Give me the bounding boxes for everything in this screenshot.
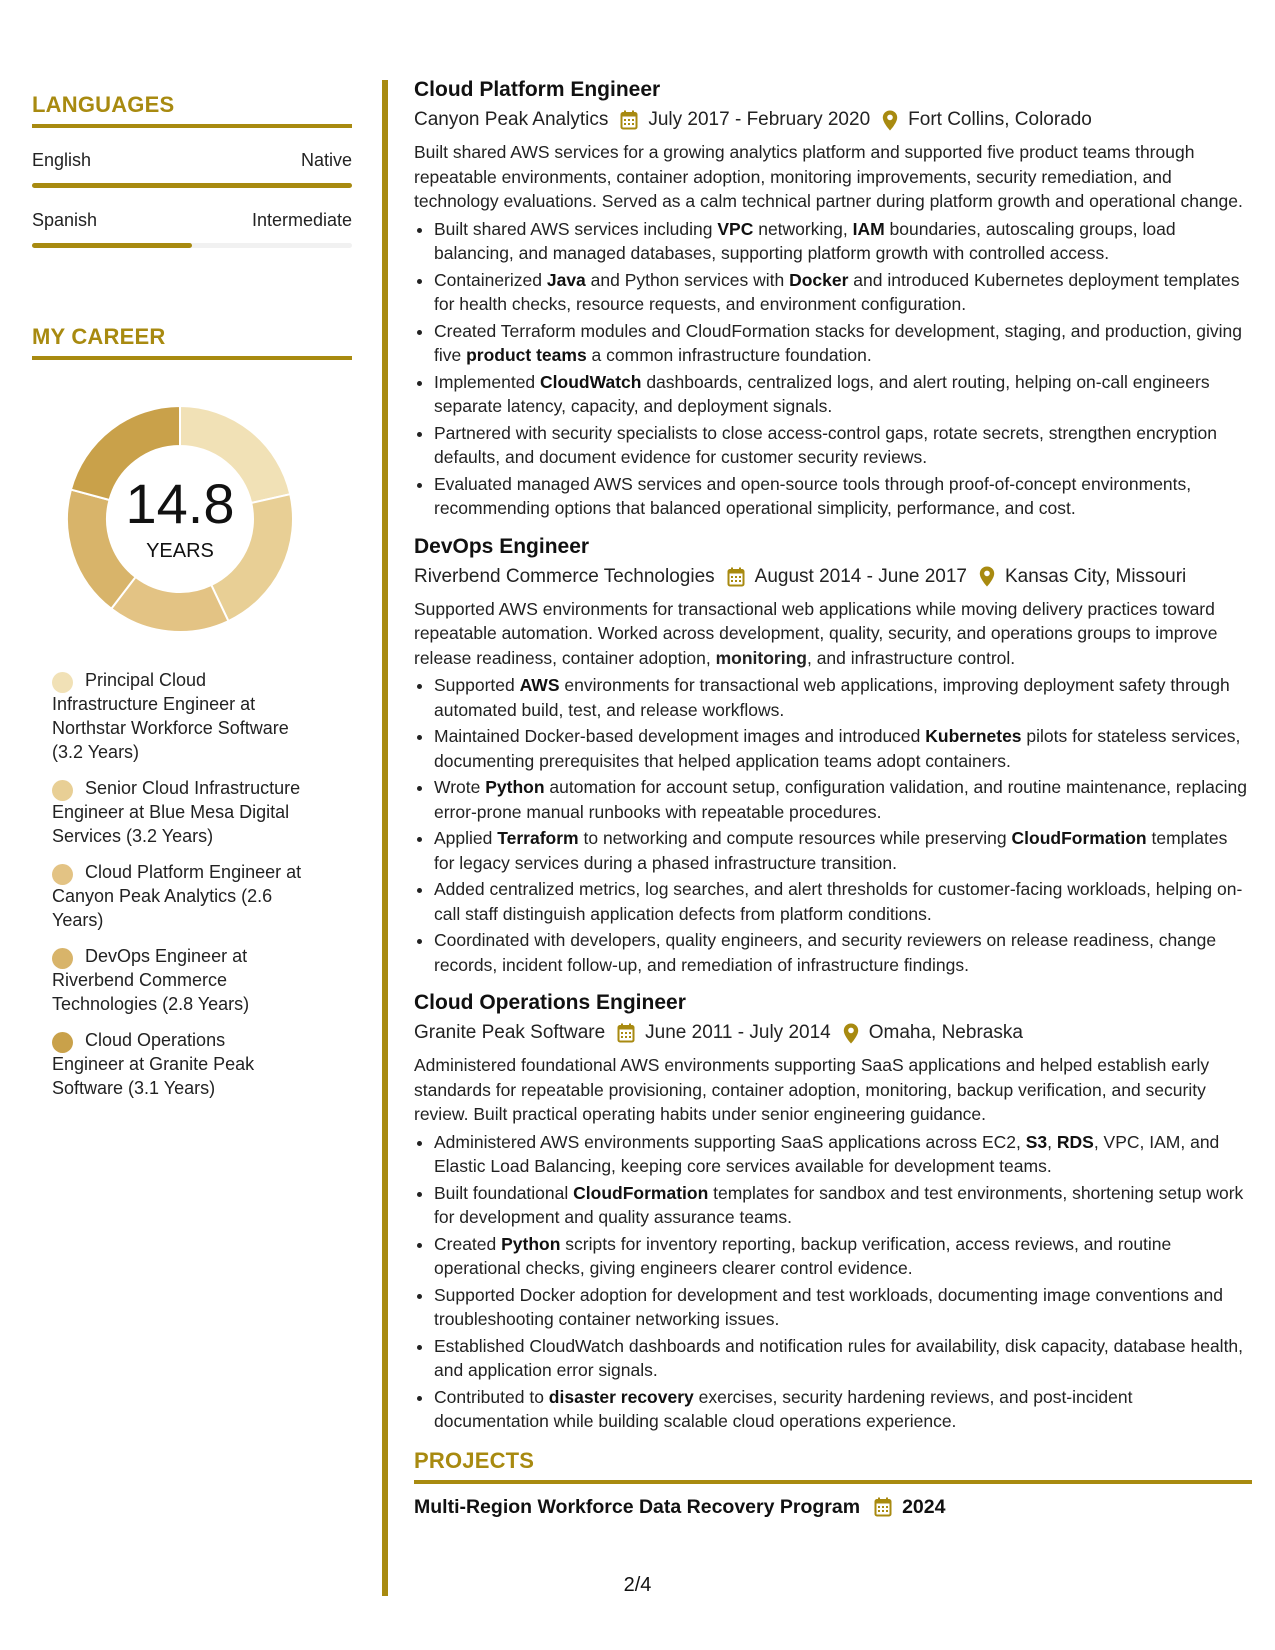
job-location: Fort Collins, Colorado [908,109,1092,130]
career-legend-item [52,944,302,1016]
language-item [32,150,352,188]
language-level: Native [300,150,352,170]
job-entry [414,991,1252,1434]
language-name: Spanish [32,210,98,230]
language-proficiency-fill [32,183,352,188]
job-bullet: • Implemented CloudWatch dashboards, centralized logs, and alert routing, helping on-call engineers separate latency, capacity, and deployment signals. [434,370,1252,419]
career-title: MY CAREER [32,324,166,349]
bold-keyword: monitoring [715,647,807,668]
vertical-divider [382,80,388,1596]
career-total-unit: YEARS [146,539,214,562]
job-title: DevOps Engineer [414,534,590,558]
career-section [32,324,352,1100]
legend-color-dot [52,672,73,693]
job-dates: July 2017 - February 2020 [648,109,871,130]
bold-keyword: Java [546,269,586,290]
job-bullet: • Created Python scripts for inventory reporting, backup verification, access reviews, and routine operational checks, giving engineers clearer control evidence. [434,1232,1252,1281]
job-location: Kansas City, Missouri [1004,565,1187,587]
job-bullet-list [414,1130,1252,1434]
job-bullet: • Coordinated with developers, quality engineers, and security reviewers on release readiness, change records, incident follow-up, and remediation of infrastructure findings. [434,928,1252,977]
job-bullet: • Administered AWS environments supporting SaaS applications across EC2, S3, RDS, VPC, IAM, and Elastic Load Balancing, keeping core services available for development teams. [434,1130,1252,1179]
career-legend-item [52,668,302,764]
job-dates: June 2011 - July 2014 [645,1022,831,1043]
job-company: Granite Peak Software [414,1022,606,1043]
career-legend-label: Senior Cloud Infrastructure Engineer at Blue Mesa Digital Services (3.2 Years) [52,778,301,846]
bold-keyword: CloudFormation [573,1182,709,1203]
career-legend-item [52,1028,302,1100]
job-bullet-list [414,673,1252,977]
job-bullet: • Built foundational CloudFormation templates for sandbox and test environments, shortening setup work for development and quality assurance teams. [434,1181,1252,1230]
map-pin-icon [882,110,898,131]
job-company: Riverbend Commerce Technologies [414,565,715,587]
project-name: Multi-Region Workforce Data Recovery Program [414,1495,861,1518]
job-title: Cloud Platform Engineer [414,78,661,101]
job-summary: Administered foundational AWS environments supporting SaaS applications and helped establish early standards for repeatable provisioning, container adoption, monitoring, backup verification, and security review. Built practical operating habits under senior engineering guidance. [414,1055,1210,1124]
career-legend-item [52,776,302,848]
calendar-icon [620,110,638,130]
career-donut-chart [67,406,293,632]
bold-keyword: CloudFormation [1011,828,1147,848]
sidebar [32,92,352,1112]
job-bullet: • Built shared AWS services including VPC networking, IAM boundaries, autoscaling groups, load balancing, and managed databases, supporting platform growth with controlled access. [434,217,1252,266]
job-bullet: • Containerized Java and Python services with Docker and introduced Kubernetes deployment templates for health checks, resource requests, and environment configuration. [434,268,1252,317]
bold-keyword: Python [501,1233,561,1254]
bold-keyword: RDS [1056,1131,1094,1152]
calendar-icon [617,1023,635,1043]
languages-rule [32,124,352,128]
bold-keyword: IAM [852,218,885,239]
legend-color-dot [52,948,73,969]
career-total-value: 14.8 [125,471,235,535]
bold-keyword: S3 [1025,1131,1048,1152]
language-item [32,210,352,248]
job-bullet: • Established CloudWatch dashboards and notification rules for availability, disk capacity, database health, and application error signals. [434,1334,1252,1383]
job-bullet-list [414,217,1252,521]
career-legend-item [52,860,302,932]
job-location: Omaha, Nebraska [868,1022,1023,1043]
legend-color-dot [52,780,73,801]
language-proficiency-bar [32,243,352,248]
job-meta [414,1022,1252,1044]
job-bullet: • Contributed to disaster recovery exercises, security hardening reviews, and post-incident documentation while building scalable cloud operations experience. [434,1385,1252,1434]
job-bullet: • Wrote Python automation for account setup, configuration validation, and routine maintenance, replacing error-prone manual runbooks with repeatable procedures. [434,775,1252,824]
language-level: Intermediate [251,210,352,230]
career-legend-label: DevOps Engineer at Riverbend Commerce Technologies (2.8 Years) [52,946,250,1014]
job-bullet: • Applied Terraform to networking and compute resources while preserving CloudFormation templates for legacy services during a phased infrastructure transition. [434,826,1252,875]
bold-keyword: Docker [789,269,849,290]
job-bullet: • Maintained Docker-based development images and introduced Kubernetes pilots for stateless services, documenting prerequisites that helped application teams adopt containers. [434,724,1252,773]
job-entry [414,78,1252,521]
job-dates: August 2014 - June 2017 [754,565,967,587]
language-proficiency-fill [32,243,192,248]
bold-keyword: Kubernetes [925,726,1022,746]
map-pin-icon [843,1023,859,1044]
career-legend-label: Cloud Platform Engineer at Canyon Peak Analytics (2.6 Years) [52,862,302,930]
job-meta [414,109,1252,131]
job-summary: Built shared AWS services for a growing analytics platform and supported five product teams through repeatable environments, container adoption, monitoring improvements, security remediation, and technology evaluations. Served as a calm technical partner during platform growth and operational change. [414,142,1243,211]
job-bullet: • Partnered with security specialists to close access-control gaps, rotate secrets, strengthen encryption defaults, and document evidence for customer security reviews. [434,421,1252,470]
job-summary: Supported AWS environments for transactional web applications while moving delivery practices toward repeatable automation. Worked across development, quality, security, and operations groups to improve release readiness, container adoption, monitoring, and infrastructure control. [414,598,1218,668]
career-legend-label: Cloud Operations Engineer at Granite Peak Software (3.1 Years) [52,1030,255,1098]
calendar-icon [874,1497,892,1517]
calendar-icon [727,567,745,587]
map-pin-icon [979,566,995,587]
languages-title: LANGUAGES [32,92,175,117]
job-bullet: • Supported Docker adoption for development and test workloads, documenting image conventions and troubleshooting container networking issues. [434,1283,1252,1332]
page-number: 2/4 [623,1574,652,1596]
bold-keyword: Python [485,777,545,797]
job-bullet: • Supported AWS environments for transactional web applications, improving deployment safety through automated build, test, and release workflows. [434,673,1252,722]
career-legend-label: Principal Cloud Infrastructure Engineer at Northstar Workforce Software (3.2 Years) [52,670,289,762]
job-bullet: • Evaluated managed AWS services and open-source tools through proof-of-concept environments, recommending options that balanced operational simplicity, performance, and cost. [434,472,1252,521]
project-year: 2024 [902,1495,946,1518]
bold-keyword: product teams [466,345,587,365]
language-name: English [32,150,92,170]
legend-color-dot [52,1032,73,1053]
projects-rule [414,1480,1252,1484]
job-company: Canyon Peak Analytics [414,109,609,130]
bold-keyword: AWS [519,675,560,695]
career-legend [32,668,302,1100]
career-rule [32,356,352,360]
bold-keyword: Terraform [497,828,579,848]
bold-keyword: VPC [717,218,754,239]
languages-section [32,92,352,248]
language-proficiency-bar [32,183,352,188]
job-title: Cloud Operations Engineer [414,991,686,1014]
projects-section [414,1448,1252,1519]
job-entry [414,535,1252,978]
donut-center [67,406,293,632]
projects-title: PROJECTS [414,1447,535,1473]
job-bullet: • Added centralized metrics, log searches, and alert thresholds for customer-facing workloads, helping on-call staff distinguish application defects from platform conditions. [434,877,1252,926]
bold-keyword: CloudWatch [540,371,642,392]
legend-color-dot [52,864,73,885]
job-bullet: • Created Terraform modules and CloudFormation stacks for development, staging, and production, giving five product teams a common infrastructure foundation. [434,319,1252,368]
main-content [414,78,1252,1519]
bold-keyword: disaster recovery [548,1386,694,1407]
job-meta [414,566,1252,588]
project-entry [414,1496,1252,1519]
